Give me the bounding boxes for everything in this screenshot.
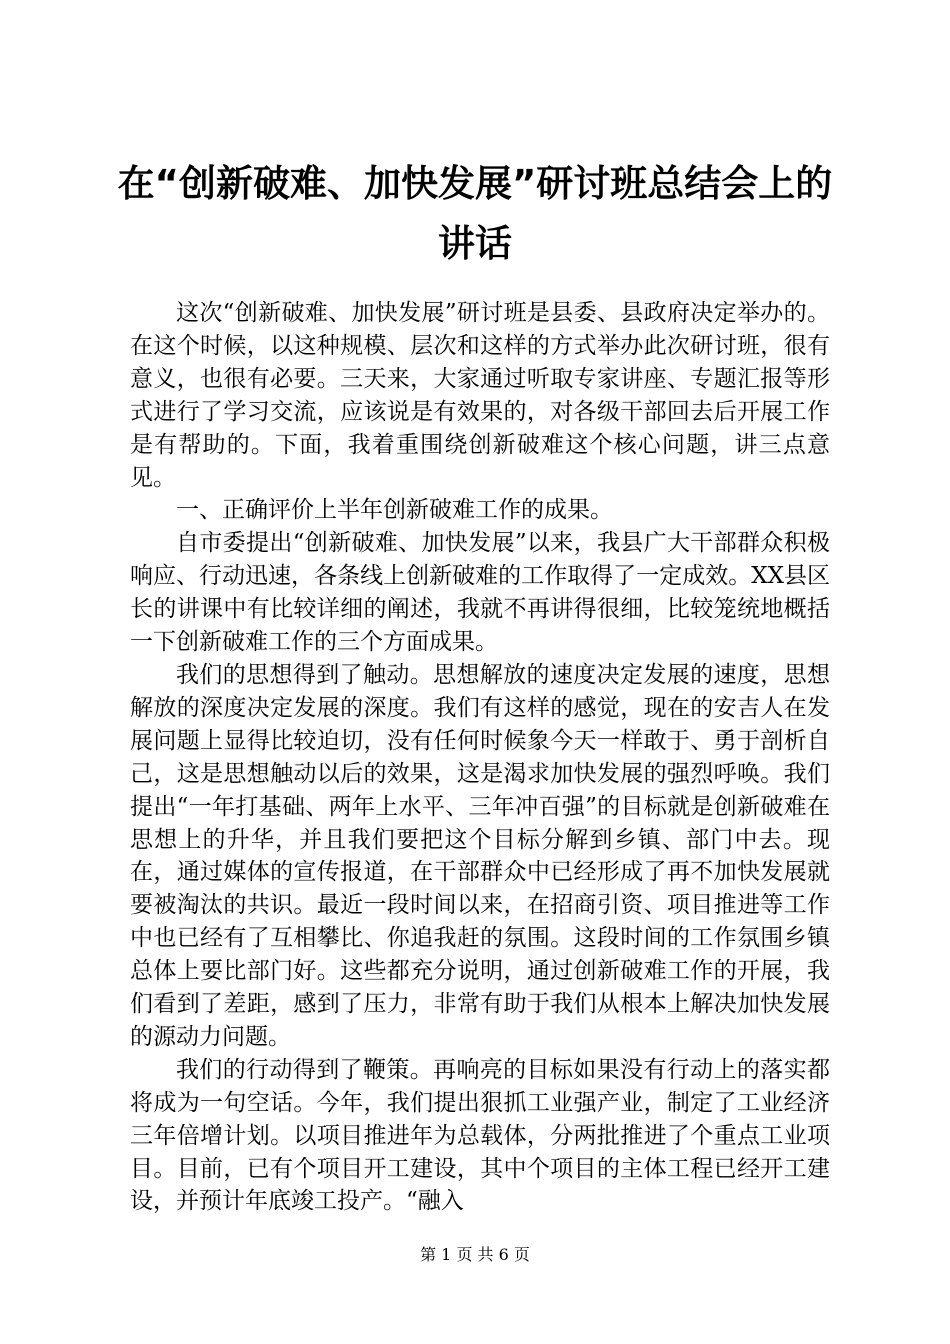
document-body [130, 297, 830, 1218]
document-title-line-2: 讲话 [438, 222, 512, 265]
page-number-footer: 第 1 页 共 6 页 [420, 1245, 530, 1264]
paragraph-thinking: 我们的思想得到了触动。思想解放的速度决定发展的速度，思想解放的深度决定发展的深度。我们有这样的感觉，现在的安吉人在发展问题上显得比较迫切，没有任何时候象今天一样敢于、勇于剖析自己，这是思想触动以后的效果，这是渴求加快发展的强烈呼唤。我们提出“一年打基础、两年上水平、三年冲百强”的目标就是创新破难在思想上的升华，并且我们要把这个目标分解到乡镇、部门中去。现在，通过媒体的宣传报道，在干部群众中已经形成了再不加快发展就要被淘汰的共识。最近一段时间以来，在招商引资、项目推进等工作中也已经有了互相攀比、你追我赶的氛围。这段时间的工作氛围乡镇总体上要比部门好。这些都充分说明，通过创新破难工作的开展，我们看到了差距，感到了压力，非常有助于我们从根本上解决加快发展的源动力问题。 [130, 661, 830, 1050]
paragraph-section-heading: 一、正确评价上半年创新破难工作的成果。 [176, 497, 613, 524]
paragraph-achievements: 自市委提出“创新破难、加快发展”以来，我县广大干部群众积极响应、行动迅速，各条线上创新破难的工作取得了一定成效。XX县区长的讲课中有比较详细的阐述，我就不再讲得很细，比较笼统地概括一下创新破难工作的三个方面成果。 [130, 530, 830, 656]
paragraph-action: 我们的行动得到了鞭策。再响亮的目标如果没有行动上的落实都将成为一句空话。今年，我们提出狠抓工业强产业，制定了工业经济三年倍增计划。以项目推进年为总载体，分两批推进了个重点工业项目。目前，已有个项目开工建设，其中个项目的主体工程已经开工建设，并预计年底竣工投产。“融入 [130, 1056, 830, 1215]
document-title-line-1: 在“创新破难、加快发展”研讨班总结会上的 [117, 162, 833, 205]
paragraph-intro: 这次“创新破难、加快发展”研讨班是县委、县政府决定举办的。在这个时候，以这种规模、层次和这样的方式举办此次研讨班，很有意义，也很有必要。三天来，大家通过听取专家讲座、专题汇报等形式进行了学习交流，应该说是有效果的，对各级干部回去后开展工作是有帮助的。下面，我着重围绕创新破难这个核心问题，讲三点意见。 [130, 300, 830, 491]
